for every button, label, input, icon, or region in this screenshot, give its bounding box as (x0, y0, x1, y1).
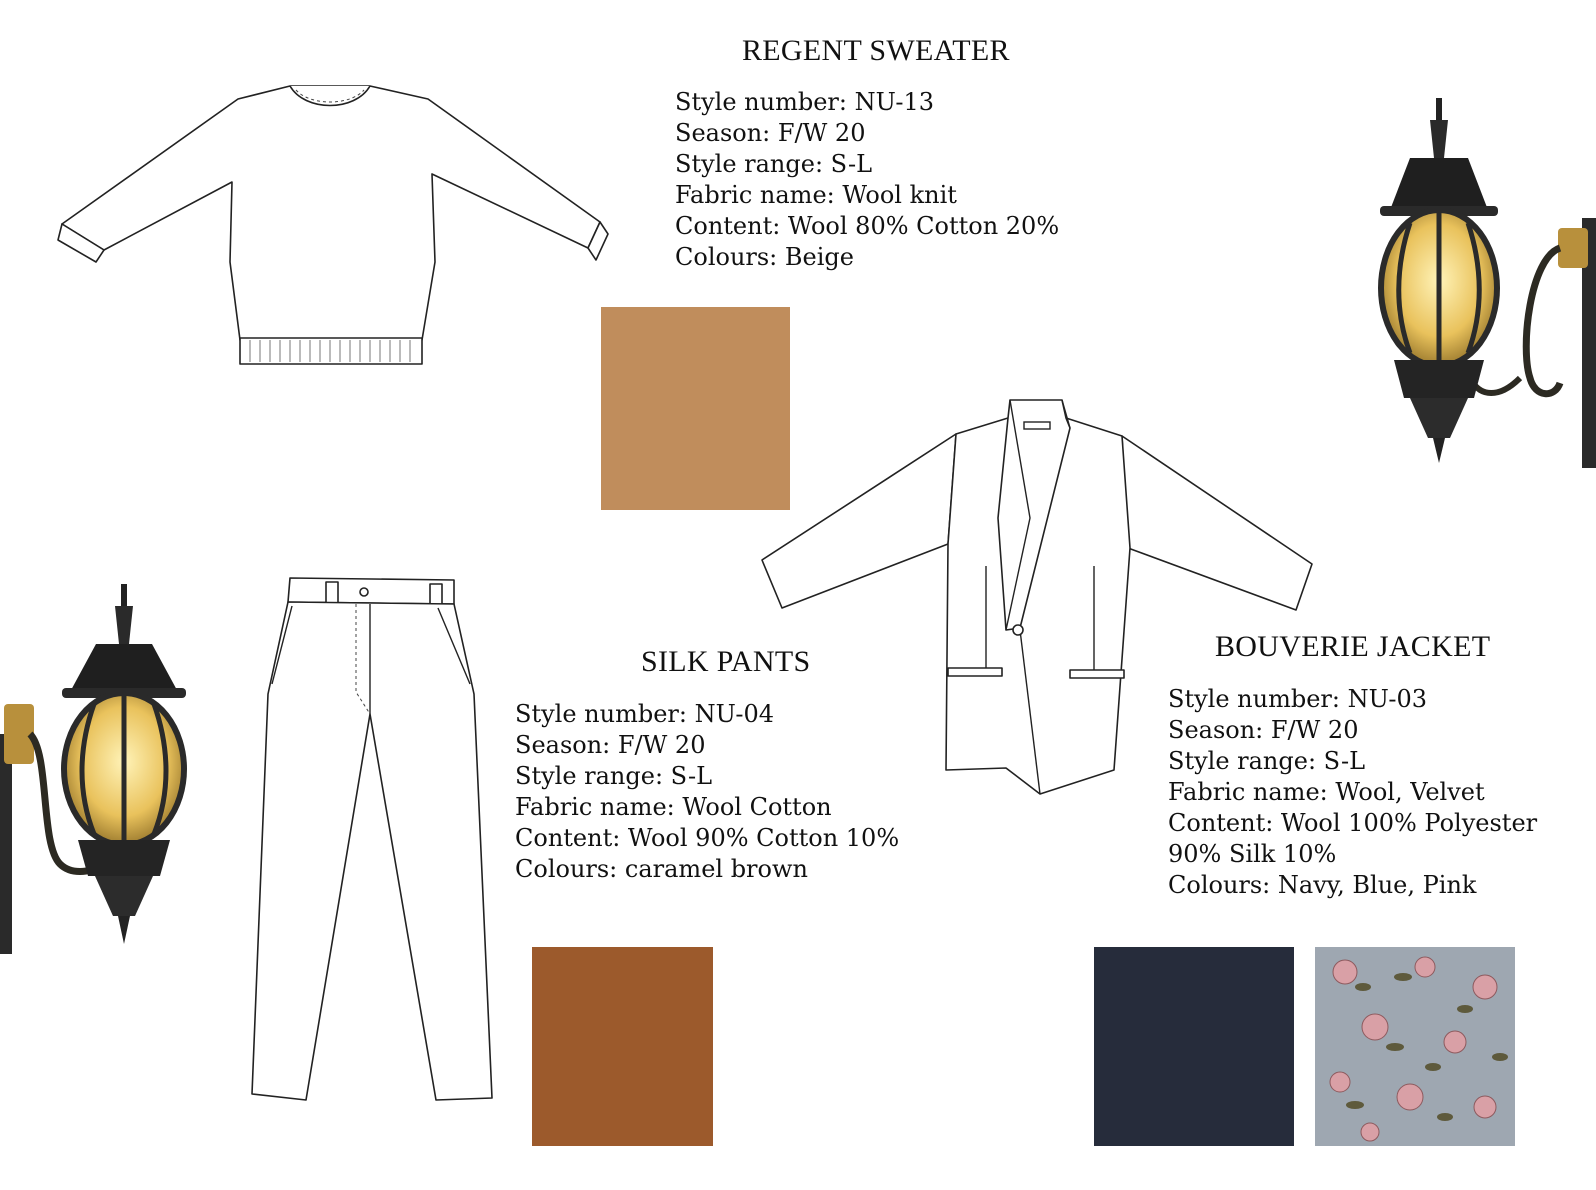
spec-line: Content: Wool 90% Cotton 10% (515, 824, 900, 852)
fabric-swatch-navy (1094, 947, 1294, 1146)
spec-line: Style range: S-L (675, 150, 873, 178)
spec-line: Content: Wool 80% Cotton 20% (675, 212, 1060, 240)
spec-line: Colours: Beige (675, 243, 854, 271)
floral-pattern-icon (1315, 947, 1515, 1146)
spec-line: Style range: S-L (1168, 747, 1366, 775)
street-lamp-left-icon (0, 584, 200, 954)
spec-line: Season: F/W 20 (1168, 716, 1359, 744)
pants-sketch-icon (248, 574, 498, 1104)
spec-line: Fabric name: Wool knit (675, 181, 957, 209)
spec-list (675, 87, 1059, 273)
product-title: SILK PANTS (641, 645, 811, 678)
product-title: BOUVERIE JACKET (1215, 630, 1491, 663)
fabric-swatch (601, 307, 790, 510)
spec-line: Colours: caramel brown (515, 855, 808, 883)
spec-line: Content: Wool 100% Polyester 90% Silk 10% (1168, 809, 1538, 868)
spec-line: Season: F/W 20 (675, 119, 866, 147)
spec-line: Style number: NU-04 (515, 700, 775, 728)
spec-line: Colours: Navy, Blue, Pink (1168, 871, 1477, 899)
product-title: REGENT SWEATER (742, 34, 1010, 67)
spec-list (515, 699, 899, 885)
sweater-sketch-icon (60, 82, 600, 367)
spec-line: Season: F/W 20 (515, 731, 706, 759)
fabric-swatch-floral (1315, 947, 1515, 1146)
street-lamp-right-icon (1370, 98, 1596, 468)
spec-line: Style number: NU-13 (675, 88, 935, 116)
spec-line: Fabric name: Wool Cotton (515, 793, 832, 821)
spec-line: Style range: S-L (515, 762, 713, 790)
spec-list (1168, 684, 1543, 901)
spec-line: Style number: NU-03 (1168, 685, 1428, 713)
fabric-swatch (532, 947, 713, 1146)
spec-line: Fabric name: Wool, Velvet (1168, 778, 1485, 806)
